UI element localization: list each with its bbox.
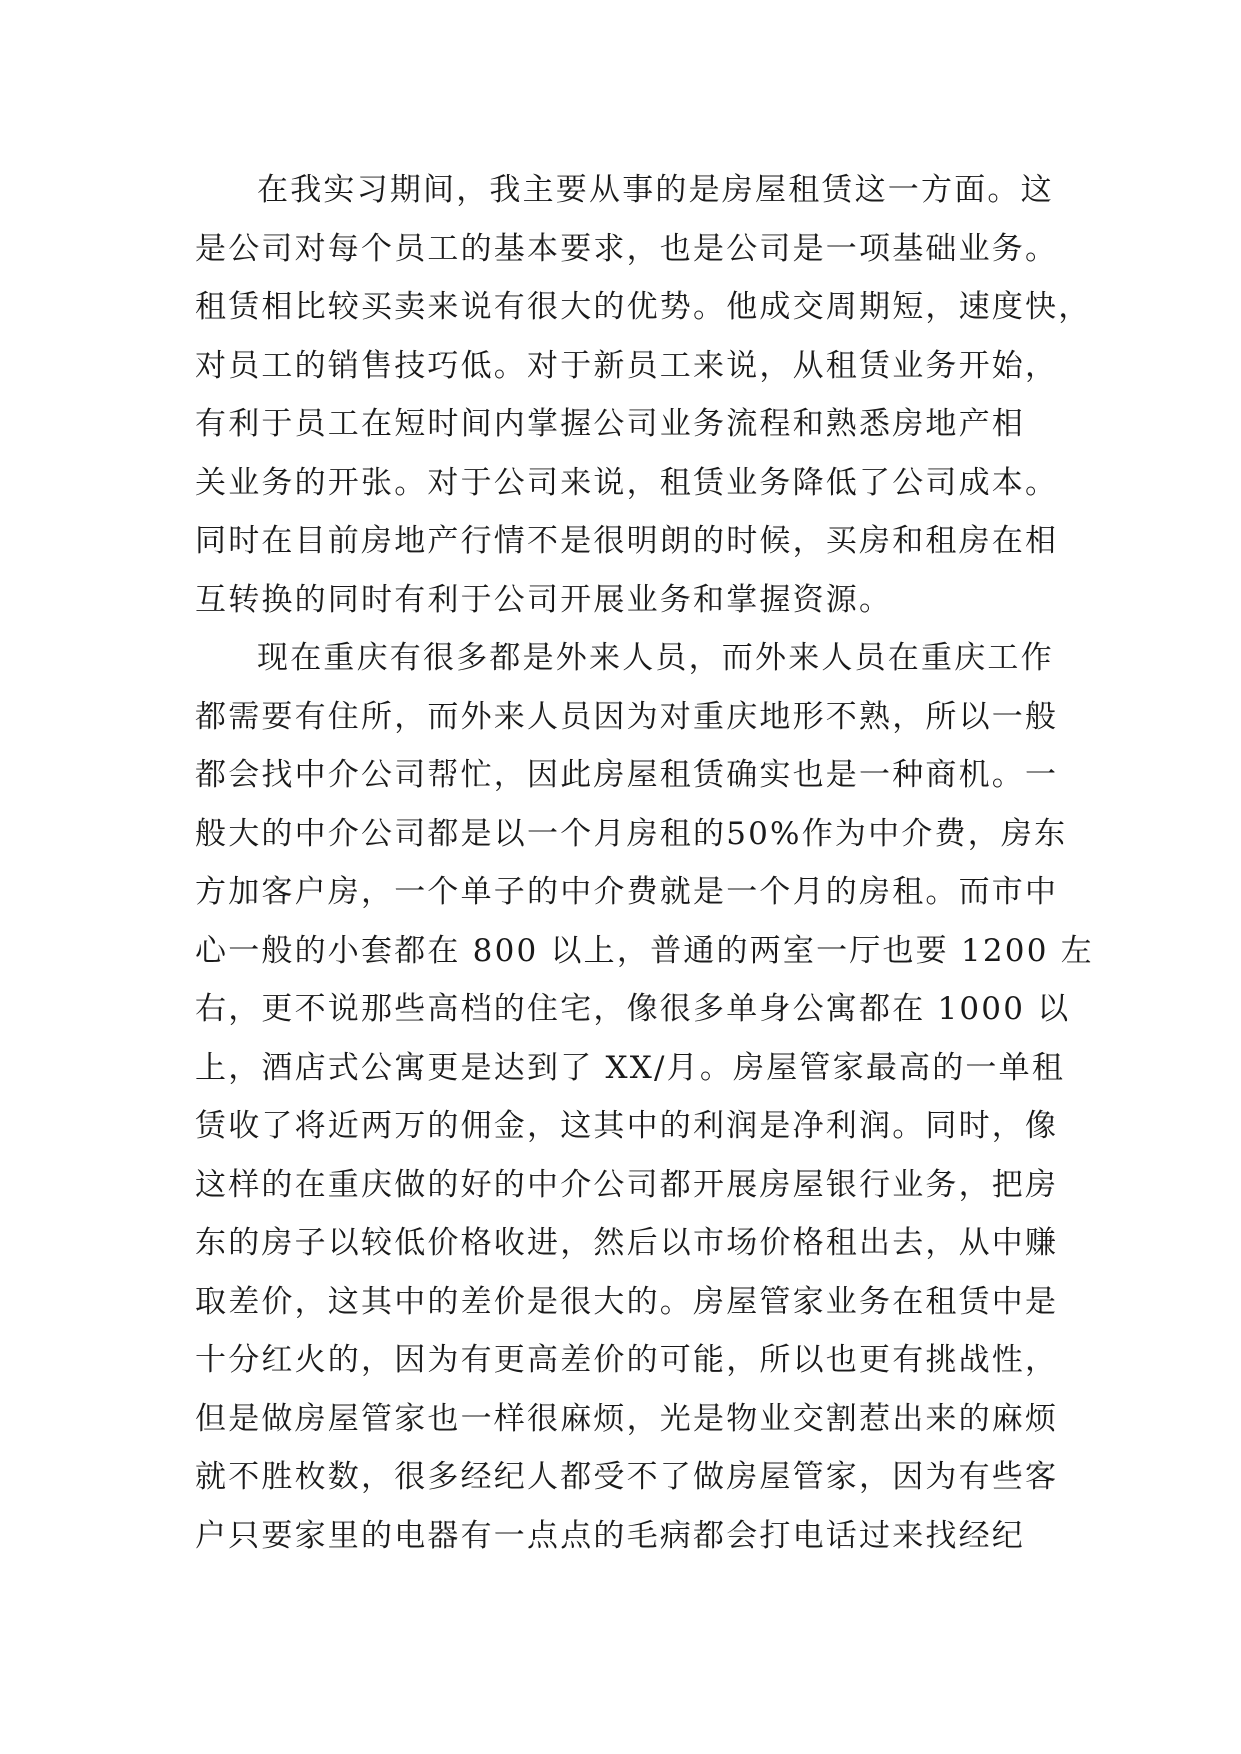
text-line: 方加客户房，一个单子的中介费就是一个月的房租。而市中 [195, 874, 1059, 910]
text-line: 十分红火的，因为有更高差价的可能，所以也更有挑战性， [195, 1342, 1059, 1378]
text-line: 关业务的开张。对于公司来说，租赁业务降低了公司成本。 [195, 464, 1059, 501]
text-line: 在我实习期间，我主要从事的是房屋租赁这一方面。这 [257, 172, 1054, 208]
text-line: 取差价，这其中的差价是很大的。房屋管家业务在租赁中是 [195, 1283, 1059, 1320]
text-line: 户只要家里的电器有一点点的毛病都会打电话过来找经纪 [195, 1517, 1025, 1554]
paragraph-1 [195, 161, 1092, 629]
text-line: 东的房子以较低价格收进，然后以市场价格租出去，从中赚 [195, 1225, 1059, 1261]
text-line: 对员工的销售技巧低。对于新员工来说，从租赁业务开始， [195, 347, 1059, 384]
text-line: 心一般的小套都在 800 以上，普通的两室一厅也要 1200 左 [195, 932, 1094, 969]
text-line: 右，更不说那些高档的住宅，像很多单身公寓都在 1000 以 [195, 991, 1071, 1027]
text-line: 赁收了将近两万的佣金，这其中的利润是净利润。同时，像 [195, 1108, 1059, 1144]
text-line: 有利于员工在短时间内掌握公司业务流程和熟悉房地产相 [195, 406, 1025, 442]
text-line: 都会找中介公司帮忙，因此房屋租赁确实也是一种商机。一 [195, 757, 1059, 793]
text-line: 现在重庆有很多都是外来人员，而外来人员在重庆工作 [257, 640, 1054, 676]
text-line: 但是做房屋管家也一样很麻烦，光是物业交割惹出来的麻烦 [195, 1400, 1059, 1437]
text-line: 是公司对每个员工的基本要求，也是公司是一项基础业务。 [195, 230, 1059, 267]
text-line: 这样的在重庆做的好的中介公司都开展房屋银行业务，把房 [195, 1166, 1059, 1203]
text-line: 都需要有住所，而外来人员因为对重庆地形不熟，所以一般 [195, 698, 1059, 735]
text-line: 就不胜枚数，很多经纪人都受不了做房屋管家，因为有些客 [195, 1459, 1059, 1495]
text-line: 般大的中介公司都是以一个月房租的50%作为中介费，房东 [195, 815, 1068, 852]
text-line: 上，酒店式公寓更是达到了 XX/月。房屋管家最高的一单租 [195, 1049, 1066, 1086]
text-line: 互转换的同时有利于公司开展业务和掌握资源。 [195, 581, 893, 618]
text-line: 租赁相比较买卖来说有很大的优势。他成交周期短，速度快， [195, 289, 1092, 325]
paragraph-2 [195, 629, 1094, 1565]
text-line: 同时在目前房地产行情不是很明朗的时候，买房和租房在相 [195, 523, 1059, 559]
document-body [195, 161, 1094, 1565]
